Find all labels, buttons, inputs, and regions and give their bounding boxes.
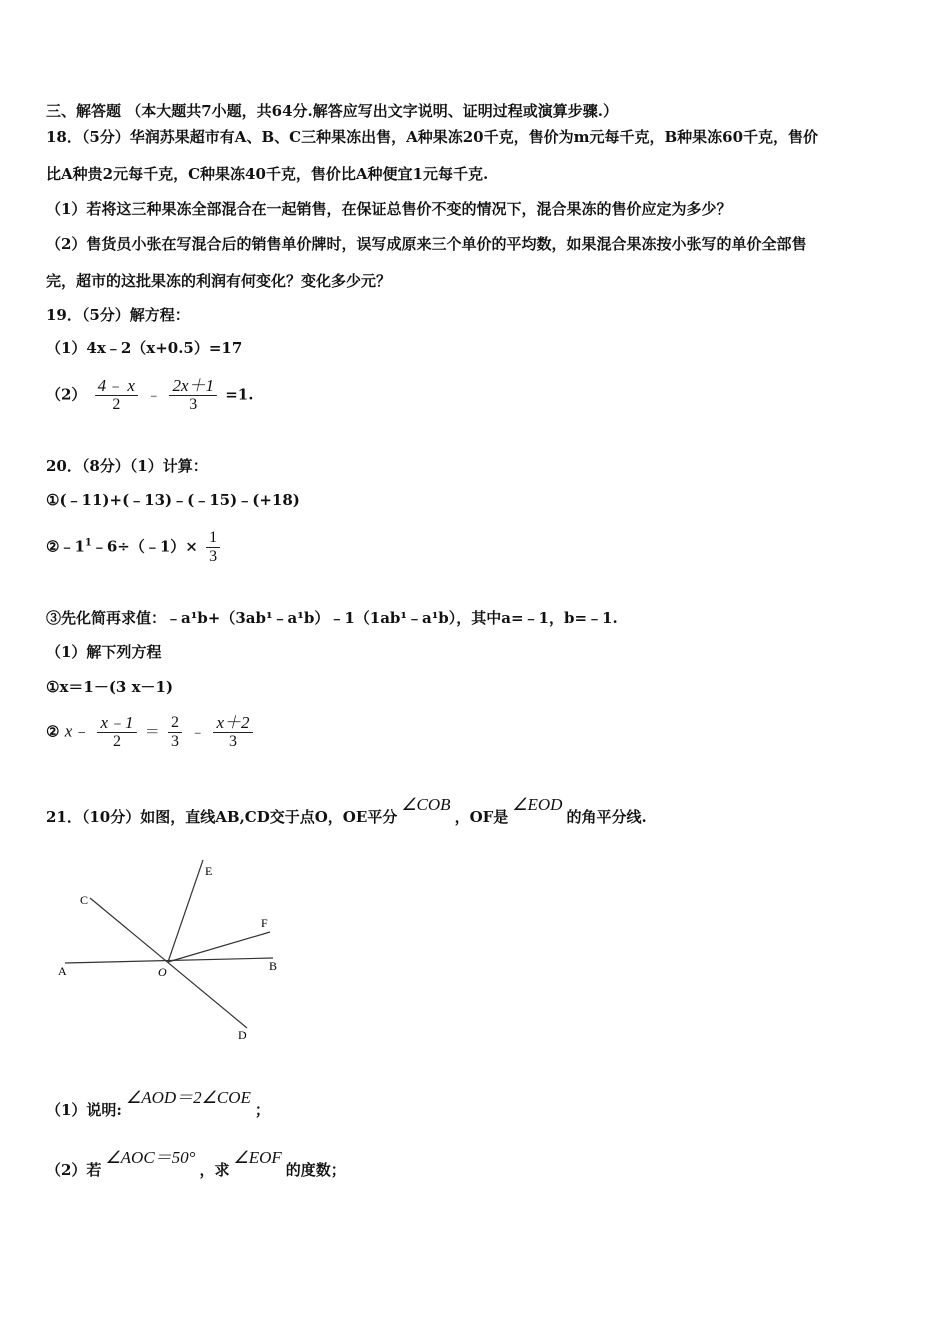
minus-sign: ﹣ <box>146 385 162 404</box>
denominator: 2 <box>97 732 136 751</box>
label-f: F <box>261 916 268 930</box>
q19-eq2-prefix: （2） <box>46 385 87 404</box>
q20-eqB <box>46 714 256 751</box>
q21-p2-suffix: 的度数； <box>285 1161 346 1179</box>
q20-simplify: ③先化简再求值：﹣a¹b+（3ab¹﹣a¹b）﹣1（1ab¹﹣a¹b），其中a=﹣1，b=﹣1. <box>46 609 618 627</box>
q21-text3: 的角平分线. <box>566 808 647 826</box>
q21-p2-prefix: （2）若 <box>46 1161 102 1179</box>
math-aod-coe: ∠AOD＝2∠COE <box>125 1088 251 1107</box>
fraction <box>206 529 220 566</box>
q21-text2: ，OF是 <box>454 808 509 826</box>
label-b: B <box>269 959 278 973</box>
q18-part1: （1）若将这三种果冻全部混合在一起销售，在保证总售价不变的情况下，混合果冻的售价应定为多少？ <box>46 200 732 218</box>
q20-part2-title: （1）解下列方程 <box>46 643 162 661</box>
ray-oe <box>168 860 203 962</box>
q21-p2-mid: ，求 <box>199 1161 230 1179</box>
q19-eq2 <box>46 377 253 414</box>
numerator: x﹣1 <box>100 713 134 732</box>
q19-eq2-suffix: =1. <box>225 385 254 404</box>
numerator: x＋2 <box>216 713 250 732</box>
q21-text <box>46 795 647 827</box>
angle-eod: ∠EOD <box>512 795 563 814</box>
numerator: 4﹣ x <box>97 376 135 395</box>
angle-cob: ∠COB <box>401 795 451 814</box>
q20-eqA: ①x＝1－(3 x－1) <box>46 678 174 696</box>
q18-line2: 比A种贵2元每千克，C种果冻40千克，售价比A种便宜1元每千克. <box>46 165 489 183</box>
fraction <box>168 714 182 751</box>
calc2-text: ②﹣1 <box>46 537 85 556</box>
label-c: C <box>80 893 89 907</box>
fraction <box>213 714 252 751</box>
eqB-prefix: ② <box>46 722 60 741</box>
denominator: 3 <box>169 395 217 414</box>
label-o: O <box>158 965 167 979</box>
q18-line1: 18．（5分）华润苏果超市有A、B、C三种果冻出售，A种果冻20千克，售价为m元每千克，B种果冻60千克，售价 <box>46 128 819 146</box>
denominator: 3 <box>168 732 182 751</box>
q19-title: 19．（5分）解方程： <box>46 306 190 324</box>
fraction <box>169 377 217 414</box>
fraction <box>97 714 136 751</box>
fraction <box>95 377 138 414</box>
label-a: A <box>58 964 67 978</box>
q20-calc2 <box>46 529 223 566</box>
equals-sign: ＝ <box>144 722 160 741</box>
q18-part2b: 完，超市的这批果冻的利润有何变化？变化多少元？ <box>46 272 392 290</box>
numerator: 2x＋1 <box>172 376 214 395</box>
denominator: 3 <box>213 732 252 751</box>
q20-calc1: ①(﹣11)+(﹣13)﹣(﹣15)﹣(+18) <box>46 491 300 509</box>
label-e: E <box>205 864 213 878</box>
q20-title: 20．（8分）（1）计算： <box>46 457 208 475</box>
numerator: 2 <box>171 714 179 731</box>
calc2-rest: ﹣6÷（﹣1）× <box>91 537 198 556</box>
ray-of <box>168 932 270 962</box>
minus-sign: ﹣ <box>190 722 206 741</box>
q21-p1-prefix: （1）说明: <box>46 1101 122 1119</box>
q21-part2 <box>46 1148 346 1180</box>
calc2-sup: 1 <box>84 537 92 549</box>
section-title: 三、解答题 （本大题共7小题，共64分.解答应写出文字说明、证明过程或演算步骤.） <box>46 102 618 120</box>
line-cd <box>90 898 247 1028</box>
numerator: 1 <box>209 529 218 546</box>
math-aoc: ∠AOC＝50° <box>105 1148 196 1167</box>
denominator: 3 <box>206 547 220 566</box>
q21-text1: 21．（10分）如图，直线AB,CD交于点O，OE平分 <box>46 808 398 826</box>
q21-part1 <box>46 1088 270 1120</box>
label-d: D <box>238 1028 247 1042</box>
denominator: 2 <box>95 395 138 414</box>
q18-part2a: （2）售货员小张在写混合后的销售单价牌时，误写成原来三个单价的平均数，如果混合果冻按小张写的单价全部售 <box>46 235 807 253</box>
geometry-figure <box>55 858 295 1048</box>
math-eof: ∠EOF <box>233 1148 282 1167</box>
q19-eq1: （1）4x﹣2（x+0.5）=17 <box>46 339 243 357</box>
q21-p1-suffix: ； <box>254 1101 270 1119</box>
eqB-x: x﹣ <box>64 721 90 741</box>
